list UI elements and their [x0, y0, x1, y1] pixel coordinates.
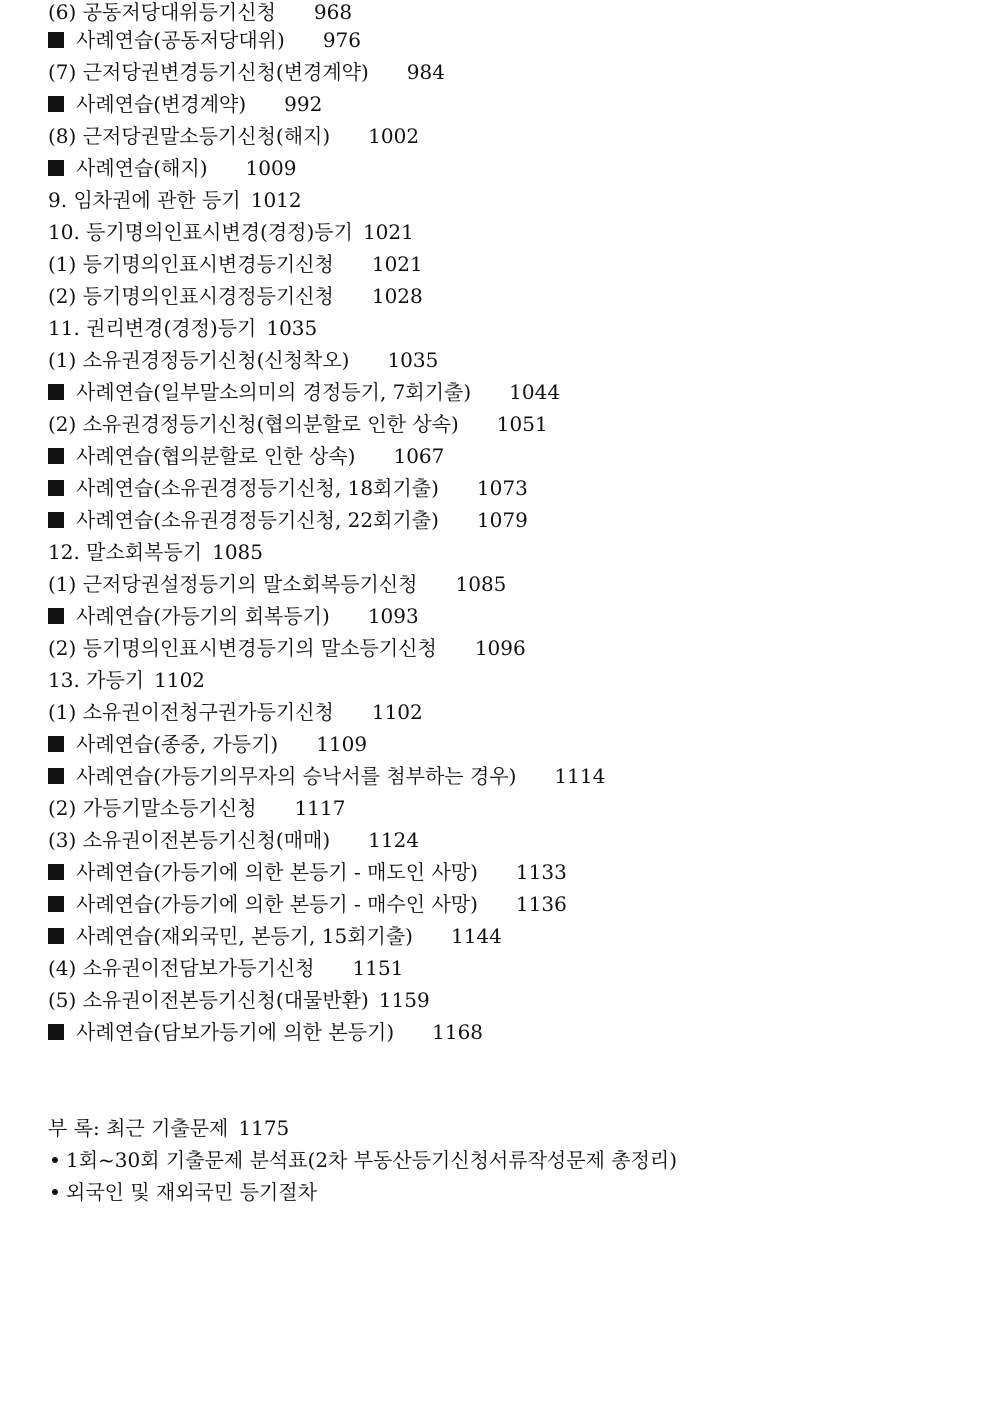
toc-entry-title: (2) 소유권경정등기신청(협의분할로 인한 상속) — [48, 412, 459, 436]
black-square-bullet-icon — [48, 480, 64, 496]
toc-entry-title: 사례연습(재외국민, 본등기, 15회기출) — [76, 924, 413, 948]
toc-entry-page-number: 1133 — [515, 860, 567, 884]
toc-entry — [48, 952, 968, 984]
appendix-heading: 부 록: 최근 기출문제 — [48, 1116, 229, 1140]
toc-entry-page-number: 1109 — [316, 732, 368, 756]
toc-entry-title: 사례연습(협의분할로 인한 상속) — [76, 444, 356, 468]
toc-entry — [48, 728, 968, 760]
toc-entry-page-number: 1159 — [378, 988, 430, 1012]
toc-entry-title: (1) 근저당권설정등기의 말소회복등기신청 — [48, 572, 418, 596]
toc-entry-title: (2) 등기명의인표시경정등기신청 — [48, 284, 334, 308]
toc-entry-page-number: 1151 — [352, 956, 404, 980]
toc-entry — [48, 152, 968, 184]
black-square-bullet-icon — [48, 96, 64, 112]
toc-entry — [48, 280, 968, 312]
black-square-bullet-icon — [48, 448, 64, 464]
toc-entry-page-number: 984 — [406, 60, 445, 84]
black-square-bullet-icon — [48, 1024, 64, 1040]
toc-entry — [48, 1016, 968, 1048]
black-square-bullet-icon — [48, 160, 64, 176]
toc-entry-title: (7) 근저당권변경등기신청(변경계약) — [48, 60, 369, 84]
appendix-item-text: 외국인 및 재외국민 등기절차 — [66, 1180, 317, 1204]
black-square-bullet-icon — [48, 928, 64, 944]
toc-entry — [48, 792, 968, 824]
toc-entry-page-number: 1073 — [476, 476, 528, 500]
toc-page — [48, 0, 968, 1208]
toc-entry — [48, 408, 968, 440]
toc-entry — [48, 568, 968, 600]
toc-entry — [48, 440, 968, 472]
toc-entry-page-number: 1136 — [515, 892, 567, 916]
toc-entry-title: (1) 소유권경정등기신청(신청착오) — [48, 348, 350, 372]
toc-entry-title: (8) 근저당권말소등기신청(해지) — [48, 124, 331, 148]
toc-entry-title: 11. 권리변경(경정)등기 — [48, 316, 257, 340]
appendix-page-number: 1175 — [238, 1116, 290, 1140]
toc-entry-page-number: 1021 — [371, 252, 423, 276]
toc-entry — [48, 184, 968, 216]
toc-entry-page-number: 1085 — [212, 540, 263, 564]
toc-entry-title: 12. 말소회복등기 — [48, 540, 203, 564]
toc-entry — [48, 536, 968, 568]
toc-entry — [48, 920, 968, 952]
toc-entry — [48, 504, 968, 536]
toc-entry-title: 사례연습(소유권경정등기신청, 22회기출) — [76, 508, 439, 532]
toc-entry — [48, 344, 968, 376]
toc-entry-title: 13. 가등기 — [48, 668, 145, 692]
toc-entry-title: (1) 등기명의인표시변경등기신청 — [48, 252, 334, 276]
toc-entry-title: 사례연습(가등기에 의한 본등기 - 매수인 사망) — [76, 892, 478, 916]
toc-entry-page-number: 1009 — [245, 156, 297, 180]
middle-dot-icon — [52, 1157, 58, 1163]
toc-entry — [48, 248, 968, 280]
toc-entry — [48, 984, 968, 1016]
toc-entry-page-number: 1067 — [393, 444, 445, 468]
toc-entry-title: (6) 공동저당대위등기신청 — [48, 0, 276, 24]
toc-entry-title: 사례연습(담보가등기에 의한 본등기) — [76, 1020, 395, 1044]
toc-entry-title: 사례연습(변경계약) — [76, 92, 247, 116]
toc-entry-title: 사례연습(해지) — [76, 156, 208, 180]
toc-entry-page-number: 1028 — [371, 284, 423, 308]
toc-entry-page-number: 1117 — [294, 796, 346, 820]
black-square-bullet-icon — [48, 512, 64, 528]
toc-entry-page-number: 992 — [284, 92, 323, 116]
toc-entry — [48, 24, 968, 56]
toc-entry-page-number: 1114 — [554, 764, 606, 788]
toc-entry — [48, 632, 968, 664]
toc-entry-page-number: 1124 — [368, 828, 420, 852]
toc-entry-title: 사례연습(가등기에 의한 본등기 - 매도인 사망) — [76, 860, 478, 884]
toc-entry-page-number: 1012 — [250, 188, 302, 212]
toc-entry — [48, 760, 968, 792]
middle-dot-icon — [52, 1189, 58, 1195]
toc-list — [48, 0, 968, 1048]
appendix-item — [48, 1144, 968, 1176]
toc-entry — [48, 600, 968, 632]
toc-entry — [48, 888, 968, 920]
black-square-bullet-icon — [48, 864, 64, 880]
black-square-bullet-icon — [48, 608, 64, 624]
toc-entry-page-number: 1079 — [476, 508, 528, 532]
toc-entry — [48, 216, 968, 248]
toc-entry — [48, 120, 968, 152]
appendix-heading-line — [48, 1112, 968, 1144]
toc-entry-page-number: 976 — [322, 28, 361, 52]
toc-entry-title: 사례연습(종중, 가등기) — [76, 732, 279, 756]
toc-entry-title: (2) 등기명의인표시변경등기의 말소등기신청 — [48, 636, 437, 660]
toc-entry-title: 10. 등기명의인표시변경(경정)등기 — [48, 220, 353, 244]
toc-entry-page-number: 1102 — [154, 668, 206, 692]
toc-entry — [48, 696, 968, 728]
black-square-bullet-icon — [48, 384, 64, 400]
black-square-bullet-icon — [48, 32, 64, 48]
toc-entry-page-number: 1085 — [455, 572, 507, 596]
toc-entry — [48, 664, 968, 696]
toc-entry-title: (5) 소유권이전본등기신청(대물반환) — [48, 988, 369, 1012]
appendix-item-text: 1회~30회 기출문제 분석표(2차 부동산등기신청서류작성문제 총정리) — [66, 1148, 678, 1172]
toc-entry-title: (4) 소유권이전담보가등기신청 — [48, 956, 315, 980]
toc-entry — [48, 856, 968, 888]
toc-entry-page-number: 1035 — [266, 316, 318, 340]
toc-entry-page-number: 1096 — [474, 636, 526, 660]
toc-entry-page-number: 1168 — [432, 1020, 484, 1044]
appendix-section — [48, 1112, 968, 1208]
toc-entry-title: 사례연습(가등기의 회복등기) — [76, 604, 330, 628]
toc-entry — [48, 312, 968, 344]
black-square-bullet-icon — [48, 768, 64, 784]
toc-entry — [48, 88, 968, 120]
toc-entry — [48, 56, 968, 88]
toc-entry-title: 9. 임차권에 관한 등기 — [48, 188, 241, 212]
appendix-item — [48, 1176, 968, 1208]
toc-entry-page-number: 968 — [313, 0, 353, 24]
toc-entry-page-number: 1102 — [371, 700, 423, 724]
toc-entry-page-number: 1035 — [387, 348, 439, 372]
toc-entry-title: 사례연습(공동저당대위) — [76, 28, 285, 52]
toc-entry — [48, 376, 968, 408]
toc-entry-page-number: 1144 — [450, 924, 502, 948]
toc-entry — [48, 0, 968, 24]
toc-entry-title: (3) 소유권이전본등기신청(매매) — [48, 828, 331, 852]
black-square-bullet-icon — [48, 896, 64, 912]
toc-entry — [48, 472, 968, 504]
toc-entry-page-number: 1093 — [367, 604, 419, 628]
toc-entry-title: (2) 가등기말소등기신청 — [48, 796, 257, 820]
toc-entry-title: 사례연습(가등기의무자의 승낙서를 첨부하는 경우) — [76, 764, 517, 788]
toc-entry-title: (1) 소유권이전청구권가등기신청 — [48, 700, 334, 724]
toc-entry — [48, 824, 968, 856]
black-square-bullet-icon — [48, 736, 64, 752]
toc-entry-title: 사례연습(소유권경정등기신청, 18회기출) — [76, 476, 439, 500]
toc-entry-page-number: 1044 — [509, 380, 561, 404]
toc-entry-page-number: 1002 — [368, 124, 420, 148]
toc-entry-title: 사례연습(일부말소의미의 경정등기, 7회기출) — [76, 380, 472, 404]
toc-entry-page-number: 1051 — [496, 412, 548, 436]
toc-entry-page-number: 1021 — [362, 220, 414, 244]
